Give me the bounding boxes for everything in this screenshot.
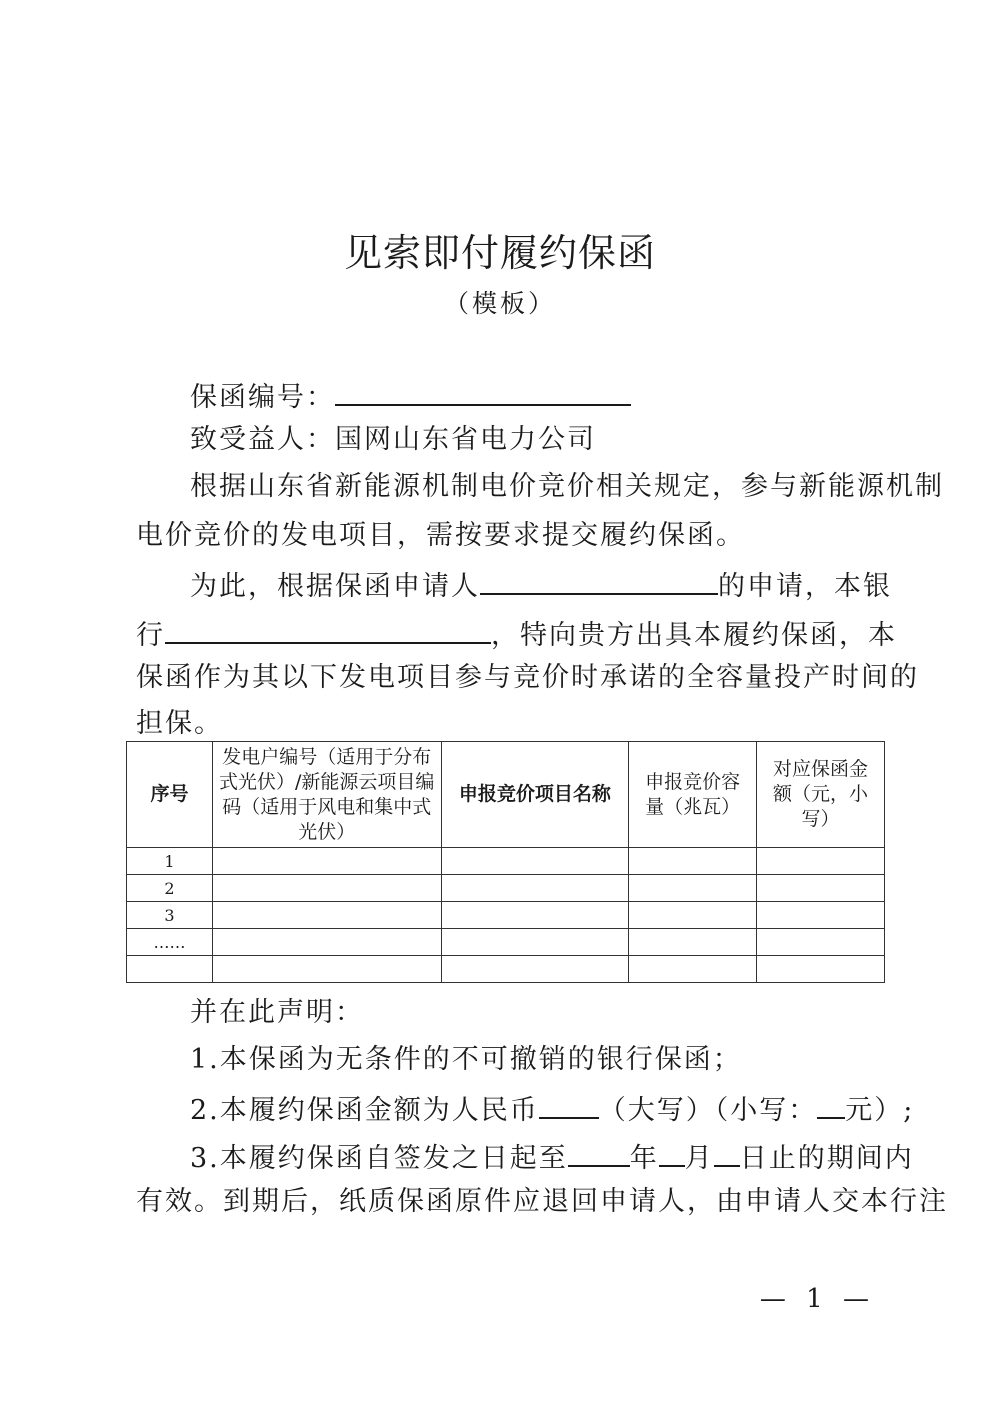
- header-amount: 对应保函金额（元，小写）: [757, 742, 885, 848]
- paragraph2-text-d: ，特向贵方出具本履约保函，本: [491, 620, 897, 651]
- month-blank[interactable]: [659, 1135, 685, 1167]
- guarantee-number-label: 保函编号：: [190, 382, 335, 413]
- cell-code[interactable]: [212, 956, 441, 983]
- clause-1: 1.本保函为无条件的不可撤销的银行保函；: [190, 1044, 742, 1075]
- cell-amount[interactable]: [757, 956, 885, 983]
- page-number: — 1 —: [759, 1284, 875, 1314]
- row-seq: 1: [127, 848, 213, 875]
- paragraph2-text-b: 的申请，本银: [718, 571, 892, 602]
- project-table: [126, 741, 885, 983]
- guarantee-number-line: [190, 374, 631, 418]
- cell-amount[interactable]: [757, 929, 885, 956]
- clause-3-text-d: 日止的期间内: [739, 1143, 914, 1174]
- clause-3-text-b: 年: [629, 1143, 659, 1174]
- header-seq: 序号: [127, 742, 213, 848]
- cell-capacity[interactable]: [629, 902, 757, 929]
- row-seq: [127, 956, 213, 983]
- amount-uppercase-blank[interactable]: [539, 1087, 599, 1119]
- paragraph2-text-c: 行: [136, 620, 165, 651]
- row-seq: 2: [127, 875, 213, 902]
- table-row: [127, 902, 885, 929]
- beneficiary-line: 致受益人：国网山东省电力公司: [190, 424, 596, 455]
- cell-amount[interactable]: [757, 848, 885, 875]
- cell-project-name[interactable]: [441, 902, 629, 929]
- paragraph1-line2: 电价竞价的发电项目，需按要求提交履约保函。: [136, 520, 745, 551]
- cell-capacity[interactable]: [629, 929, 757, 956]
- cell-project-name[interactable]: [441, 848, 629, 875]
- clause-2-text-c: 元）;: [845, 1095, 915, 1126]
- document-subtitle: （模板）: [443, 289, 556, 318]
- table-row: [127, 875, 885, 902]
- amount-lowercase-blank[interactable]: [817, 1087, 845, 1119]
- clause-3-line1: [190, 1135, 914, 1179]
- cell-capacity[interactable]: [629, 875, 757, 902]
- header-project-name: 申报竞价项目名称: [441, 742, 629, 848]
- paragraph2-line4: 担保。: [136, 708, 223, 739]
- header-code: 发电户编号（适用于分布式光伏）/新能源云项目编码（适用于风电和集中式光伏）: [212, 742, 441, 848]
- bank-blank[interactable]: [165, 612, 491, 644]
- cell-code[interactable]: [212, 875, 441, 902]
- paragraph2-line1: [190, 563, 892, 607]
- paragraph2-text-a: 为此，根据保函申请人: [190, 571, 480, 602]
- table-row: [127, 956, 885, 983]
- cell-project-name[interactable]: [441, 956, 629, 983]
- clause-3-text-a: 3.本履约保函自签发之日起至: [190, 1143, 568, 1174]
- cell-code[interactable]: [212, 902, 441, 929]
- row-seq: 3: [127, 902, 213, 929]
- paragraph2-line3: 保函作为其以下发电项目参与竞价时承诺的全容量投产时间的: [136, 662, 919, 693]
- table-row: [127, 929, 885, 956]
- guarantee-number-blank[interactable]: [335, 374, 631, 406]
- row-seq: ……: [127, 929, 213, 956]
- clause-3-line2: 有效。到期后，纸质保函原件应退回申请人，由申请人交本行注: [136, 1186, 948, 1217]
- clause-2-text-a: 2.本履约保函金额为人民币: [190, 1095, 539, 1126]
- clause-2-text-b: （大写）（小写：: [598, 1095, 818, 1126]
- header-capacity: 申报竞价容量（兆瓦）: [629, 742, 757, 848]
- cell-project-name[interactable]: [441, 929, 629, 956]
- cell-capacity[interactable]: [629, 956, 757, 983]
- cell-amount[interactable]: [757, 902, 885, 929]
- declaration-heading: 并在此声明：: [190, 997, 364, 1028]
- table-row: [127, 848, 885, 875]
- clause-3-text-c: 月: [684, 1143, 714, 1174]
- cell-amount[interactable]: [757, 875, 885, 902]
- document-title: 见索即付履约保函: [343, 231, 656, 275]
- paragraph1-line1: 根据山东省新能源机制电价竞价相关规定，参与新能源机制: [190, 471, 944, 502]
- cell-code[interactable]: [212, 929, 441, 956]
- paragraph2-line2: [136, 612, 897, 656]
- day-blank[interactable]: [714, 1135, 740, 1167]
- cell-capacity[interactable]: [629, 848, 757, 875]
- year-blank[interactable]: [568, 1135, 630, 1167]
- clause-2: [190, 1087, 914, 1131]
- applicant-blank[interactable]: [480, 563, 718, 595]
- cell-project-name[interactable]: [441, 875, 629, 902]
- cell-code[interactable]: [212, 848, 441, 875]
